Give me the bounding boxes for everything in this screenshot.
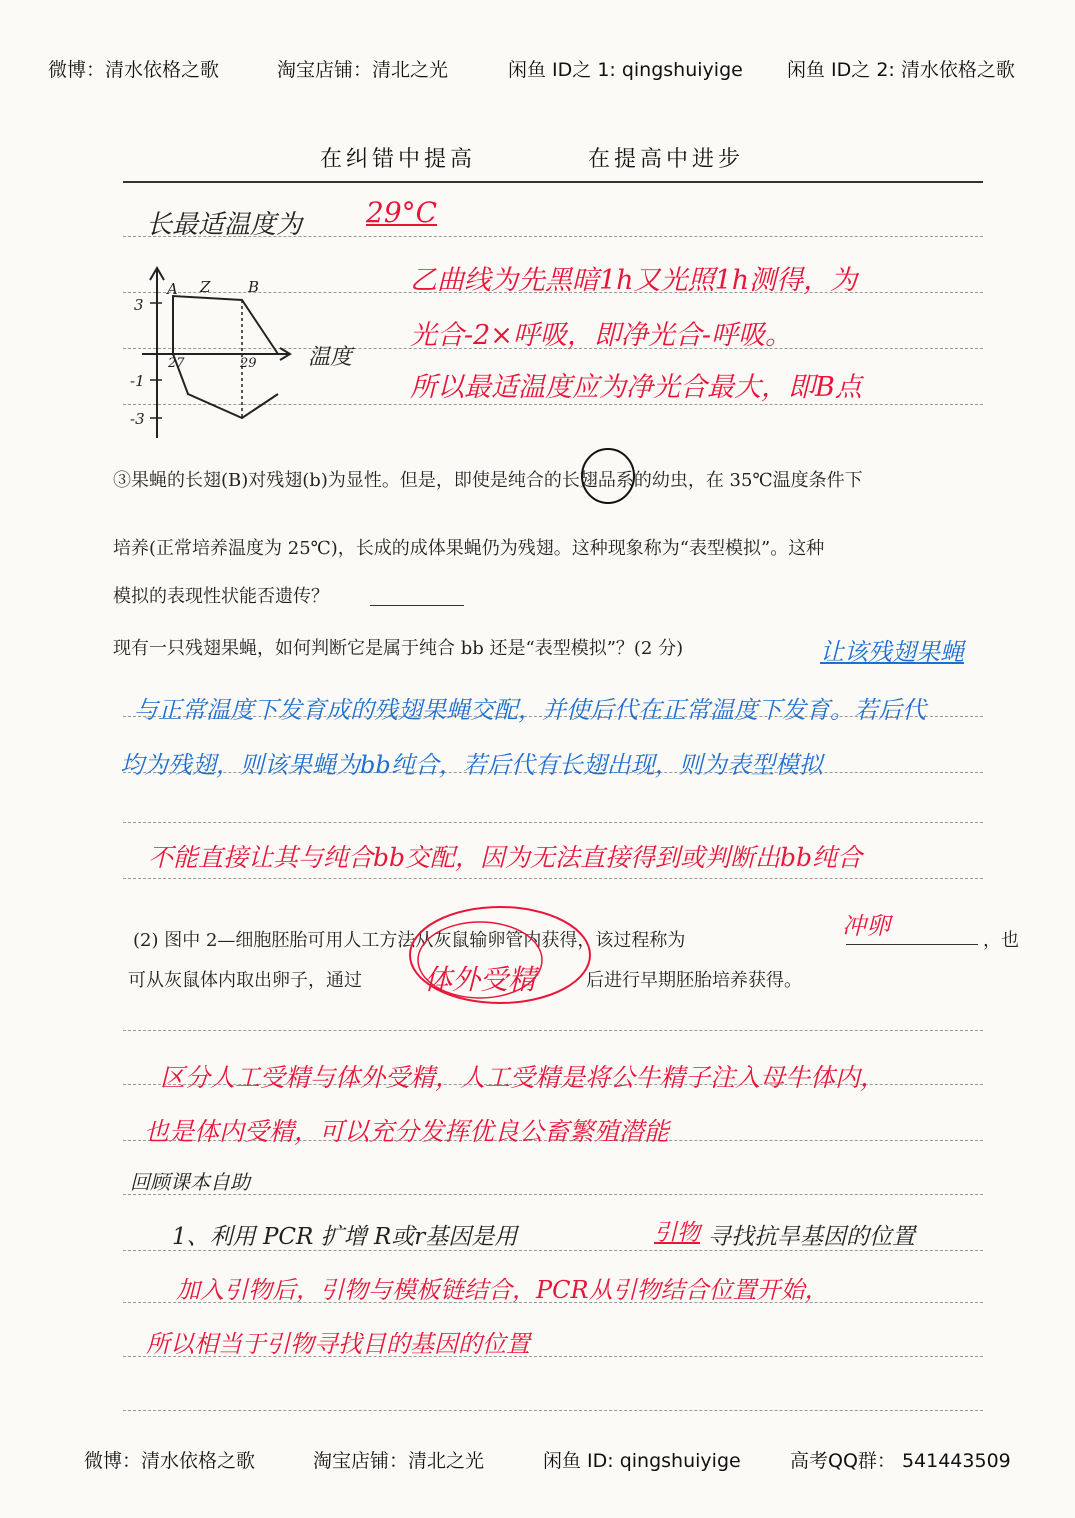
graph-x-29: 29 [240,356,257,371]
question2-line-1-end: ，也 [983,930,1019,951]
question3-line-4: 现有一只残翅果蝇，如何判断它是属于纯合 bb 还是“表型模拟”？(2 分) [113,638,684,659]
footer-weibo: 微博：清水依格之歌 [84,1450,256,1472]
graph-x-axis-label: 温度 [308,345,353,370]
explain-red2-line-1: 区分人工受精与体外受精，人工受精是将公牛精子注入母牛体内， [160,1063,886,1092]
question2-line-2b: 后进行早期胚胎培养获得。 [586,970,802,991]
graph-label-z: Z [200,278,211,296]
question3-line-3: 模拟的表现性状能否遗传？ [113,586,329,607]
answer-red-cannot: 不能直接让其与纯合bb交配，因为无法直接得到或判断出bb纯合 [148,843,863,872]
circle-mark [578,446,638,506]
answer-blue-line-2: 与正常温度下发育成的残翅果蝇交配，并使后代在正常温度下发育。若后代 [134,696,926,724]
question2-blank-1 [846,944,978,945]
question2-fill-2: 体外受精 [424,963,537,996]
explain-red-line-2: 光合-2×呼吸，即净光合-呼吸。 [410,320,793,351]
review-keyword: 引物 [654,1220,700,1246]
rule-line [123,1030,983,1031]
question2-line-1: (2) 图中 2—细胞胚胎可用人工方法从灰鼠输卵管内获得，该过程称为 [133,930,686,951]
explain-red-line-3: 所以最适温度应为净光合最大，即B点 [410,372,862,403]
graph-x-27: 27 [168,356,185,371]
graph-y-3: 3 [134,296,144,314]
page-title-right: 在提高中进步 [588,147,745,172]
page-title-left: 在纠错中提高 [320,147,477,172]
red-circle-mark [400,900,600,1010]
header-xianyu-1: 闲鱼 ID之 1: qingshuiyige [508,59,743,81]
review-red-line-1: 加入引物后，引物与模板链结合，PCR从引物结合位置开始， [176,1276,829,1304]
review-red-line-2: 所以相当于引物寻找目的基因的位置 [146,1330,530,1358]
review-black-line: 1、利用 PCR 扩增 R或r基因是用 [172,1224,518,1250]
answer-blue-line-3: 均为残翅，则该果蝇为bb纯合，若后代有长翅出现，则为表型模拟 [120,751,823,779]
explain-red-line-1: 乙曲线为先黑暗1h又光照1h测得，为 [410,265,858,296]
footer-qq: 高考QQ群： 541443509 [790,1450,1011,1472]
graph-y-neg1: -1 [130,372,145,390]
title-underline [123,181,983,183]
explain-red2-line-2: 也是体内受精，可以充分发挥优良公畜繁殖潜能 [144,1117,670,1146]
header-weibo: 微博：清水依格之歌 [48,59,220,81]
footer-taobao: 淘宝店铺：清北之光 [313,1450,485,1472]
question2-line-2a: 可从灰鼠体内取出卵子，通过 [128,970,362,991]
review-heading: 回顾课本自助 [130,1170,250,1194]
header-taobao: 淘宝店铺：清北之光 [277,59,449,81]
rule-line [123,822,983,823]
answer-blue-line-1: 让该残翅果蝇 [820,638,964,666]
question3-line-1: ③果蝇的长翅(B)对残翅(b)为显性。但是，即使是纯合的长翅品系的幼虫，在 35℃温度条件下 [113,470,863,491]
header-xianyu-2: 闲鱼 ID之 2: 清水依格之歌 [787,59,1015,81]
graph-label-b: B [248,278,260,296]
rule-line [123,878,983,879]
question3-line-2: 培养(正常培养温度为 25℃)，长成的成体果蝇仍为残翅。这种现象称为“表型模拟”。这种 [113,538,825,559]
rule-line [123,1410,983,1411]
graph-y-neg3: -3 [130,410,145,428]
optimal-temp-label: 长最适温度为 [146,210,303,240]
footer-xianyu: 闲鱼 ID: qingshuiyige [543,1450,741,1472]
review-black-end: 寻找抗旱基因的位置 [708,1224,915,1250]
rule-line [123,1194,983,1195]
question2-fill-1: 冲卵 [842,912,890,940]
optimal-temp-value: 29°C [366,196,438,229]
answer-blank [370,605,464,606]
graph-label-a: A [167,280,178,298]
